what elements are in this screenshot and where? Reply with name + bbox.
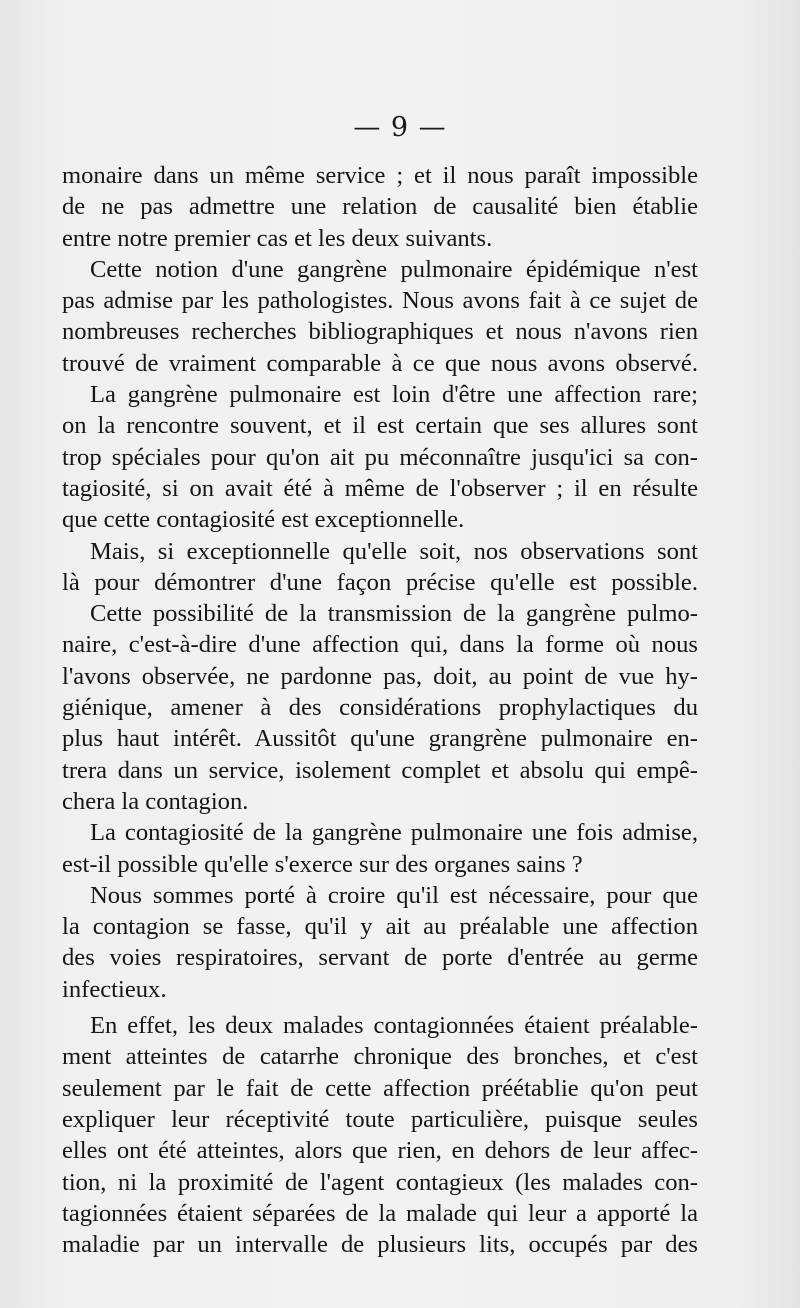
text-line: trouvé de vraiment comparable à ce que nous avons observé. (62, 349, 698, 377)
text-line: giénique, amener à des considérations prophylactiques du (62, 694, 698, 722)
text-line: là pour démontrer d'une façon précise qu'elle est possible. (62, 568, 698, 596)
text-line: tagiosité, si on avait été à même de l'observer ; il en résulte (62, 474, 698, 502)
text-line: elles ont été atteintes, alors que rien, en dehors de leur affec- (62, 1137, 698, 1165)
text-line: expliquer leur réceptivité toute particulière, puisque seules (62, 1105, 698, 1133)
text-line: des voies respiratoires, servant de porte d'entrée au germe (62, 944, 698, 972)
text-line: de ne pas admettre une relation de causalité bien établie (62, 193, 698, 221)
text-line: l'avons observée, ne pardonne pas, doit, au point de vue hy- (62, 662, 698, 690)
text-line: maladie par un intervalle de plusieurs lits, occupés par des (62, 1231, 698, 1259)
text-line: trop spéciales pour qu'on ait pu méconnaître jusqu'ici sa con- (62, 443, 698, 471)
text-line: En effet, les deux malades contagionnées étaient préalable- (90, 1012, 698, 1040)
text-line: Mais, si exceptionnelle qu'elle soit, nos observations sont (90, 537, 698, 565)
text-line: nombreuses recherches bibliographiques et nous n'avons rien (62, 318, 698, 346)
text-line: est-il possible qu'elle s'exerce sur des organes sains ? (62, 850, 583, 878)
page-number: — 9 — (353, 112, 447, 143)
text-line: monaire dans un même service ; et il nous paraît impossible (62, 162, 698, 189)
text-line: chera la contagion. (62, 787, 249, 815)
body-text (62, 160, 698, 1260)
text-line: entre notre premier cas et les deux suivants. (62, 224, 493, 252)
text-line: plus haut intérêt. Aussitôt qu'une grangrène pulmonaire en- (62, 725, 698, 753)
text-line: naire, c'est-à-dire d'une affection qui, dans la forme où nous (62, 631, 698, 659)
text-line: tion, ni la proximité de l'agent contagieux (les malades con- (62, 1168, 698, 1196)
text-line: Cette notion d'une gangrène pulmonaire épidémique n'est (90, 255, 698, 283)
text-line: ment atteintes de catarrhe chronique des bronches, et c'est (62, 1043, 698, 1071)
text-line: seulement par le fait de cette affection préétablie qu'on peut (62, 1074, 698, 1102)
text-line: la contagion se fasse, qu'il y ait au préalable une affection (62, 913, 698, 941)
text-line: pas admise par les pathologistes. Nous avons fait à ce sujet de (62, 287, 698, 315)
text-line: La gangrène pulmonaire est loin d'être une affection rare; (90, 381, 698, 409)
text-line: trera dans un service, isolement complet et absolu qui empê- (62, 756, 698, 784)
text-line: Cette possibilité de la transmission de la gangrène pulmo- (90, 600, 698, 628)
text-line: La contagiosité de la gangrène pulmonaire une fois admise, (90, 819, 698, 847)
text-line: tagionnées étaient séparées de la malade qui leur a apporté la (62, 1199, 698, 1227)
text-line: infectieux. (62, 975, 167, 1003)
text-line: on la rencontre souvent, et il est certain que ses allures sont (62, 412, 698, 440)
text-line: Nous sommes porté à croire qu'il est nécessaire, pour que (90, 881, 698, 909)
text-line: que cette contagiosité est exceptionnelle. (62, 506, 465, 534)
